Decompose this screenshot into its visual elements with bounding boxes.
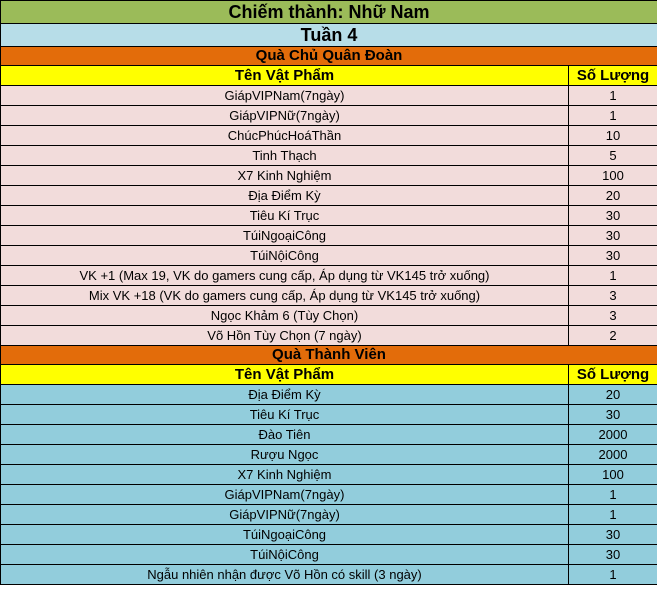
title-row <box>1 1 657 24</box>
item-quantity: 10 <box>569 126 657 146</box>
table-row <box>1 525 657 545</box>
item-quantity: 1 <box>569 266 657 286</box>
section-header-row <box>1 47 657 66</box>
item-name: Địa Điểm Kỳ <box>1 385 569 405</box>
item-quantity: 1 <box>569 505 657 525</box>
item-name: TúiNgoạiCông <box>1 525 569 545</box>
item-quantity: 2000 <box>569 445 657 465</box>
item-quantity: 1 <box>569 86 657 106</box>
week-row <box>1 24 657 47</box>
section-title: Quà Chủ Quân Đoàn <box>1 47 657 66</box>
week-label: Tuần 4 <box>1 24 657 47</box>
item-quantity: 5 <box>569 146 657 166</box>
table-row <box>1 306 657 326</box>
column-header-qty: Số Lượng <box>569 66 657 86</box>
section-title: Quà Thành Viên <box>1 346 657 365</box>
item-name: Tiêu Kí Trục <box>1 206 569 226</box>
table-row <box>1 286 657 306</box>
item-quantity: 30 <box>569 226 657 246</box>
column-header-row <box>1 66 657 86</box>
item-name: VK +1 (Max 19, VK do gamers cung cấp, Áp dụng từ VK145 trở xuống) <box>1 266 569 286</box>
item-name: Ngẫu nhiên nhận được Võ Hồn có skill (3 ngày) <box>1 565 569 585</box>
item-name: Đào Tiên <box>1 425 569 445</box>
item-name: Ngọc Khảm 6 (Tùy Chọn) <box>1 306 569 326</box>
item-quantity: 30 <box>569 545 657 565</box>
table-row <box>1 186 657 206</box>
table-row <box>1 505 657 525</box>
table-row <box>1 326 657 346</box>
column-header-row <box>1 365 657 385</box>
item-quantity: 30 <box>569 246 657 266</box>
page-title: Chiếm thành: Nhữ Nam <box>1 1 657 24</box>
table-row <box>1 425 657 445</box>
table-row <box>1 246 657 266</box>
item-name: Tinh Thạch <box>1 146 569 166</box>
table-row <box>1 465 657 485</box>
item-quantity: 100 <box>569 166 657 186</box>
item-name: X7 Kinh Nghiệm <box>1 166 569 186</box>
item-name: GiápVIPNam(7ngày) <box>1 485 569 505</box>
column-header-item: Tên Vật Phẩm <box>1 66 569 86</box>
item-quantity: 1 <box>569 106 657 126</box>
item-name: TúiNộiCông <box>1 246 569 266</box>
item-quantity: 30 <box>569 206 657 226</box>
table-row <box>1 86 657 106</box>
table-row <box>1 106 657 126</box>
item-quantity: 1 <box>569 485 657 505</box>
item-name: GiápVIPNữ(7ngày) <box>1 106 569 126</box>
item-name: Mix VK +18 (VK do gamers cung cấp, Áp dụng từ VK145 trở xuống) <box>1 286 569 306</box>
item-quantity: 20 <box>569 385 657 405</box>
table-row <box>1 565 657 585</box>
table-row <box>1 266 657 286</box>
table-row <box>1 545 657 565</box>
item-quantity: 3 <box>569 286 657 306</box>
item-name: Địa Điểm Kỳ <box>1 186 569 206</box>
table-row <box>1 126 657 146</box>
table-row <box>1 146 657 166</box>
item-quantity: 2000 <box>569 425 657 445</box>
item-name: Tiêu Kí Trục <box>1 405 569 425</box>
table-row <box>1 485 657 505</box>
table-row <box>1 445 657 465</box>
item-quantity: 30 <box>569 405 657 425</box>
item-name: TúiNộiCông <box>1 545 569 565</box>
table-row <box>1 166 657 186</box>
table-row <box>1 226 657 246</box>
item-quantity: 3 <box>569 306 657 326</box>
item-quantity: 20 <box>569 186 657 206</box>
table-row <box>1 385 657 405</box>
section-header-row <box>1 346 657 365</box>
item-name: ChúcPhúcHoáThần <box>1 126 569 146</box>
column-header-item: Tên Vật Phẩm <box>1 365 569 385</box>
item-name: GiápVIPNam(7ngày) <box>1 86 569 106</box>
item-name: GiápVIPNữ(7ngày) <box>1 505 569 525</box>
table-row <box>1 405 657 425</box>
item-name: Rượu Ngọc <box>1 445 569 465</box>
item-name: TúiNgoạiCông <box>1 226 569 246</box>
column-header-qty: Số Lượng <box>569 365 657 385</box>
item-quantity: 100 <box>569 465 657 485</box>
item-quantity: 2 <box>569 326 657 346</box>
item-quantity: 30 <box>569 525 657 545</box>
table-row <box>1 206 657 226</box>
item-name: Võ Hồn Tùy Chọn (7 ngày) <box>1 326 569 346</box>
item-name: X7 Kinh Nghiệm <box>1 465 569 485</box>
item-quantity: 1 <box>569 565 657 585</box>
